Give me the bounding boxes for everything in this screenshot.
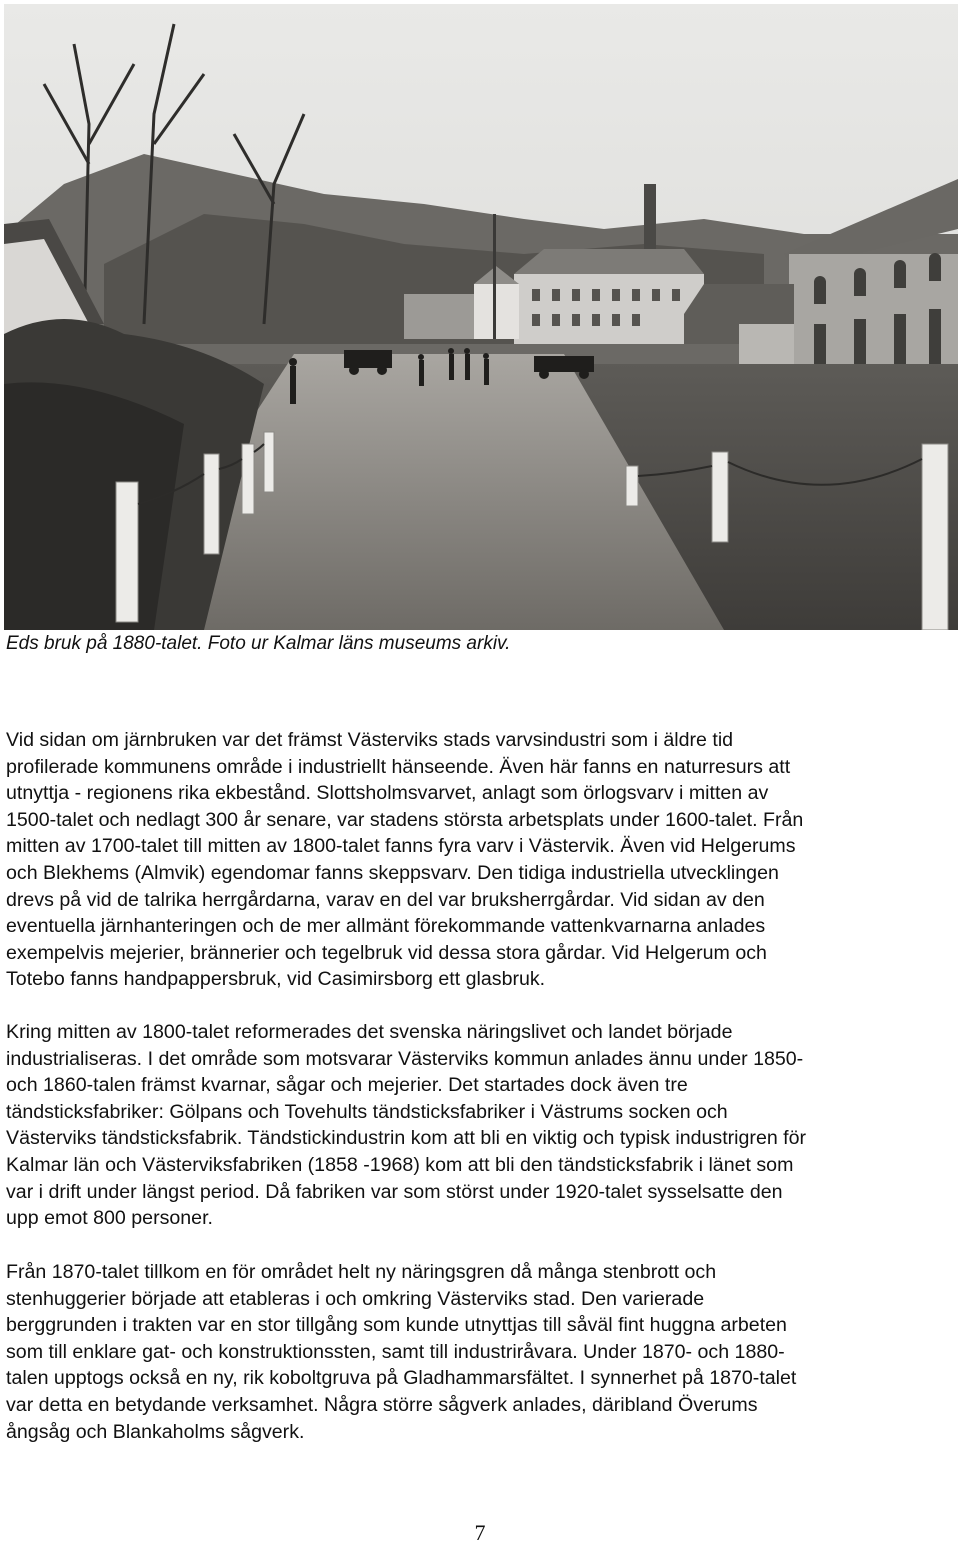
text-line: Vid sidan om järnbruken var det främst Västerviks stads varvsindustri som i äldre tid xyxy=(6,729,734,751)
text-line: upp emot 800 personer. xyxy=(6,1207,213,1230)
historic-photo xyxy=(4,4,958,630)
text-line: utnyttja - regionens rika ekbestånd. Slottsholmsvarvet, anlagt som örlogsvarv i mitten av xyxy=(6,782,769,805)
text-line: och Blekhems (Almvik) egendomar fanns skeppsvarv. Den tidiga industriella utvecklingen xyxy=(6,861,779,884)
text-line: talen upptogs också en ny, rik koboltgruva på Gladhammarsfältet. I synnerhet på 1870-talet xyxy=(6,1367,797,1390)
text-line: Kalmar län och Västerviksfabriken (1858 -1968) kom att bli den tändsticksfabrik i länet som xyxy=(6,1153,794,1176)
text-line: berggrunden i trakten var en stor tillgång som kunde utnyttjas till såväl fint huggna arbeten xyxy=(6,1314,787,1337)
text-line: drevs på vid de talrika herrgårdarna, varav en del var bruksherrgårdar. Vid sidan av den xyxy=(6,888,765,911)
text-line: stenhuggerier började att etableras i och omkring Västerviks stad. Den varierade xyxy=(6,1287,705,1310)
paragraph-2 xyxy=(6,1019,954,1232)
text-line: var detta en betydande verksamhet. Några större sågverk anlades, däribland Överums xyxy=(6,1393,758,1416)
photo-caption: Eds bruk på 1880-talet. Foto ur Kalmar läns museums arkiv. xyxy=(6,633,511,654)
text-line: ångsåg och Blankaholms sågverk. xyxy=(6,1420,305,1443)
text-line: som till enklare gat- och konstruktionssten, samt till industriråvara. Under 1870- och 1880- xyxy=(6,1340,785,1363)
page-number: 7 xyxy=(474,1520,486,1545)
text-line: var i drift under längst period. Då fabriken var som störst under 1920-talet sysselsatte den xyxy=(6,1180,783,1203)
text-line: Västerviks tändsticksfabrik. Tändstickindustrin kom att bli en viktig och typisk industrigren för xyxy=(6,1127,807,1150)
text-line: och 1860-talen främst kvarnar, sågar och mejerier. Det startades dock även tre xyxy=(6,1074,688,1097)
text-line: industrialiseras. I det område som motsvarar Västerviks kommun anlades ännu under 1850- xyxy=(6,1047,804,1070)
text-line: Totebo fanns handpappersbruk, vid Casimirsborg ett glasbruk. xyxy=(6,968,546,991)
text-line: Kring mitten av 1800-talet reformerades det svenska näringslivet och landet började xyxy=(6,1021,733,1043)
text-line: mitten av 1700-talet till mitten av 1800-talet fanns fyra varv i Västervik. Även vid Helgerums xyxy=(6,835,796,858)
text-line: exempelvis mejerier, brännerier och tegelbruk vid dessa stora gårdar. Vid Helgerum och xyxy=(6,941,767,964)
text-line: 1500-talet och nedlagt 300 år senare, var stadens största arbetsplats under 1600-talet. Från xyxy=(6,808,804,831)
text-line: profilerade kommunens område i industriellt hänseende. Även här fanns en naturresurs att xyxy=(6,755,791,778)
text-line: eventuella järnhanteringen och de mer allmänt förekommande vattenkvarnarna anlades xyxy=(6,915,766,938)
paragraph-3 xyxy=(6,1259,954,1445)
paragraph-1 xyxy=(6,727,954,993)
text-line: tändsticksfabriker: Gölpans och Tovehults tändsticksfabriker i Västrums socken och xyxy=(6,1100,728,1123)
text-line: Från 1870-talet tillkom en för området helt ny näringsgren då många stenbrott och xyxy=(6,1261,717,1283)
